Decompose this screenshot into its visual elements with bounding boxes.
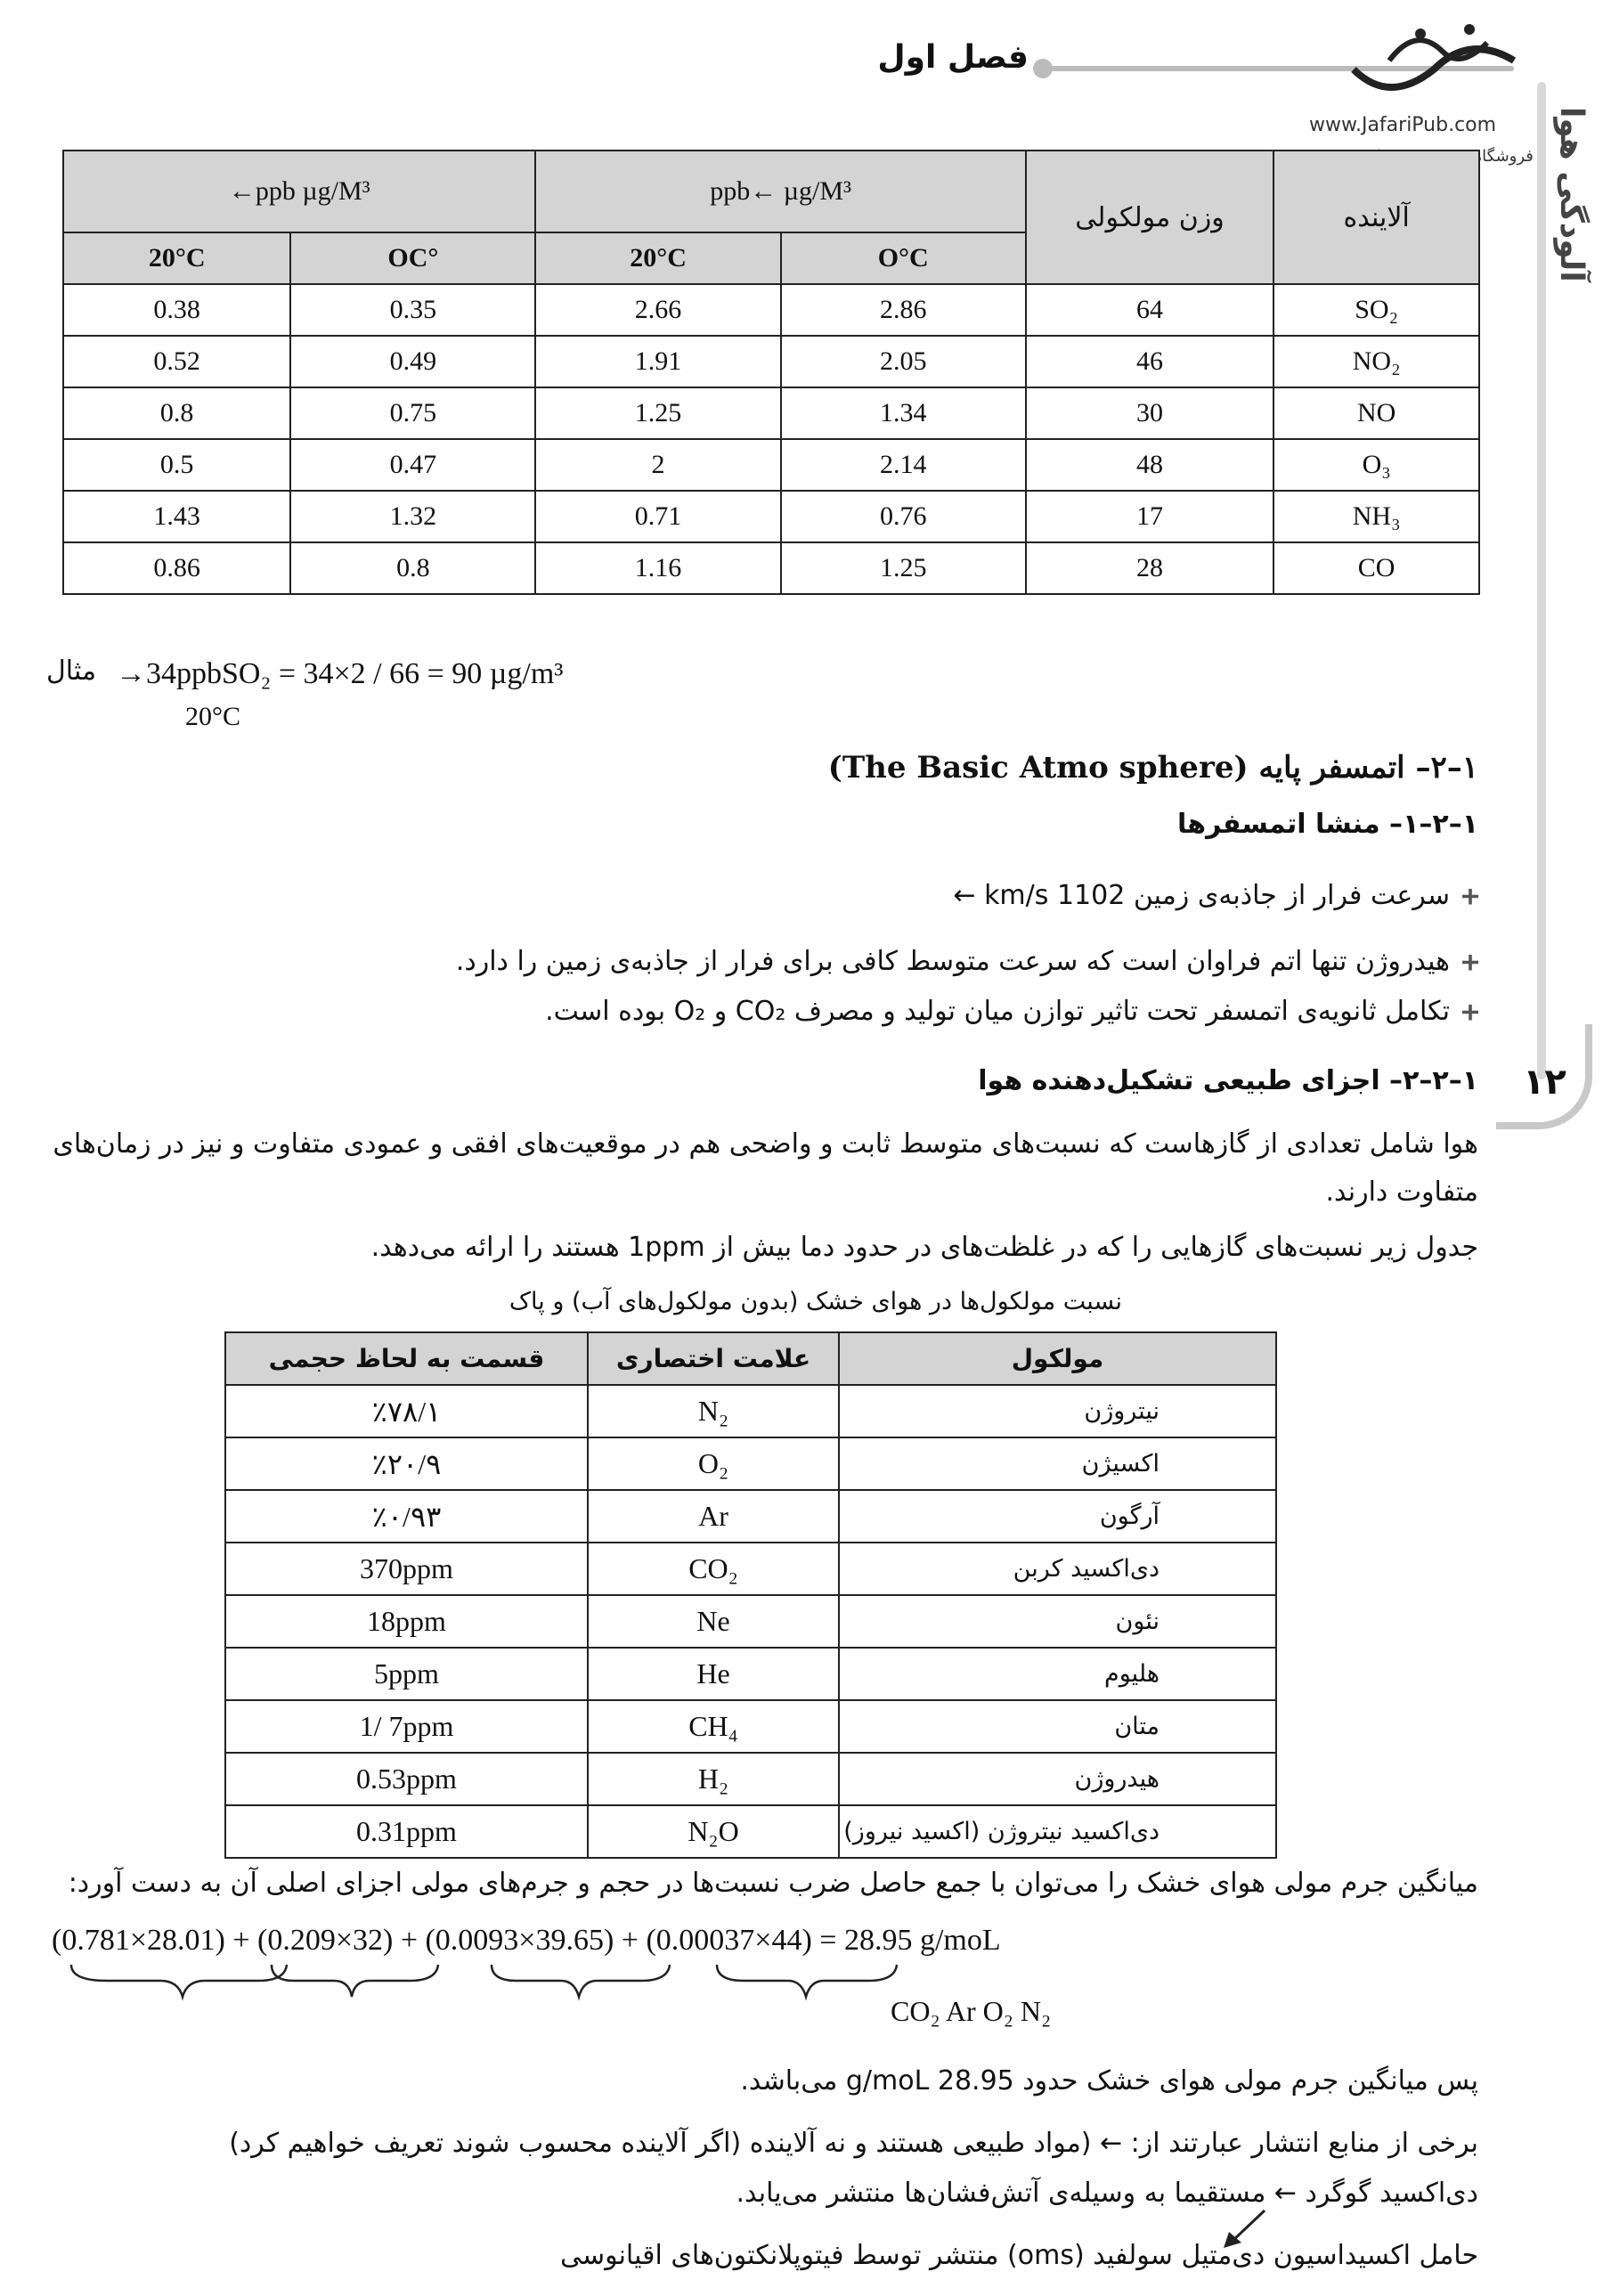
table1-row — [63, 542, 1479, 594]
table1-cell-mw: 64 — [1026, 284, 1274, 336]
table1-cell-c2: 1.32 — [290, 491, 535, 542]
table2-cell-vol: 5ppm — [225, 1648, 588, 1700]
table1-cell-pollutant: NH₃ — [1273, 491, 1479, 542]
table1-cell-c3: 1.16 — [535, 542, 780, 594]
table1-header-group-1: ←ppb µg/M³ — [63, 151, 535, 232]
table1-row — [63, 336, 1479, 387]
table1-row — [63, 491, 1479, 542]
bullet-text: تکامل ثانویه‌ی اتمسفر تحت تاثیر توازن میان تولید و مصرف CO₂ و O₂ بوده است. — [545, 996, 1450, 1027]
table2-row — [225, 1648, 1276, 1700]
table1-cell-c1: 0.8 — [63, 387, 290, 439]
logo-subtitle: فروشگاه تخصصی پزشکی جعفری نوین — [1272, 147, 1534, 166]
subsection-title-2: ۱–۲–۲– اجزای طبیعی تشکیل‌دهنده هوا — [978, 1065, 1478, 1096]
text-line: برخی از منابع انتشار عبارتند از: ← (مواد طبیعی هستند و نه آلاینده (اگر آلاینده محسوب شوند تعریف خواهیم کرد) — [229, 2128, 1478, 2159]
table1-header-pollutant: آلاینده — [1273, 151, 1479, 284]
table2-cell-vol: ٪۲۰/۹ — [225, 1437, 588, 1490]
table1-sub-header: 20°C — [535, 232, 780, 284]
table1-cell-mw: 28 — [1026, 542, 1274, 594]
table1-cell-c4: 2.86 — [781, 284, 1026, 336]
publisher-logo — [1336, 7, 1532, 114]
table2-cell-sym: He — [588, 1648, 839, 1700]
air-composition-table — [224, 1331, 1277, 1859]
table1-cell-mw: 17 — [1026, 491, 1274, 542]
table2-cell-vol: ٪۷۸/۱ — [225, 1385, 588, 1437]
equation-braces — [53, 1959, 908, 2004]
table2-cell-name: دی‌اکسید کربن — [839, 1543, 1276, 1595]
table2-cell-name: دی‌اکسید نیتروژن (اکسید نیروز) — [839, 1805, 1276, 1858]
table1-cell-pollutant: NO — [1273, 387, 1479, 439]
table1-cell-mw: 48 — [1026, 439, 1274, 491]
molar-mass-equation: (0.781×28.01) + (0.209×32) + (0.0093×39.65) + (0.00037×44) = 28.95 g/moL — [52, 1924, 1001, 1957]
table1-cell-pollutant: O₃ — [1273, 439, 1479, 491]
table2-cell-vol: 0.31ppm — [225, 1805, 588, 1858]
table2-cell-sym: H₂ — [588, 1753, 839, 1805]
example-label: مثال — [46, 655, 97, 687]
table2-cell-sym: Ne — [588, 1595, 839, 1648]
table1-header-group-2: ppb← µg/M³ — [535, 151, 1025, 232]
table2-row — [225, 1700, 1276, 1753]
table1-cell-c3: 2.66 — [535, 284, 780, 336]
header-dot — [1033, 59, 1053, 78]
page-number: ۱۲ — [1523, 1062, 1566, 1103]
table2-cell-sym: CO₂ — [588, 1543, 839, 1595]
table2-row — [225, 1805, 1276, 1858]
table1-cell-c4: 0.76 — [781, 491, 1026, 542]
table2-row — [225, 1753, 1276, 1805]
table2-row — [225, 1385, 1276, 1437]
bullet-item — [953, 880, 1478, 911]
table2-cell-vol: ٪۰/۹۳ — [225, 1490, 588, 1543]
table1-cell-c2: 0.47 — [290, 439, 535, 491]
section-title: ۱–۲– اتمسفر پایه (The Basic Atmo sphere) — [827, 750, 1478, 786]
table1-row — [63, 439, 1479, 491]
table1-sub-header: 20°C — [63, 232, 290, 284]
table2-cell-vol: 1/ 7ppm — [225, 1700, 588, 1753]
table1-cell-c1: 0.52 — [63, 336, 290, 387]
text-line: پس میانگین جرم مولی هوای خشک حدود 28.95 g/moL می‌باشد. — [740, 2065, 1478, 2097]
table2-cell-name: متان — [839, 1700, 1276, 1753]
table2-cell-sym: Ar — [588, 1490, 839, 1543]
chapter-title: فصل اول — [877, 39, 1029, 76]
side-title: آلودگی هوا — [1553, 107, 1590, 282]
table2-cell-sym: N₂ — [588, 1385, 839, 1437]
subsection-title-1: ۱–۲–۱– منشا اتمسفرها — [1177, 809, 1478, 840]
table1-row — [63, 387, 1479, 439]
bullet-item — [545, 996, 1478, 1027]
table1-cell-c1: 1.43 — [63, 491, 290, 542]
bullet-text: سرعت فرار از جاذبه‌ی زمین 1102 km/s ← — [953, 880, 1450, 911]
pollutant-conversion-table — [62, 150, 1480, 595]
table1-cell-pollutant: SO₂ — [1273, 284, 1479, 336]
bullet-icon — [1462, 1005, 1478, 1021]
table2-cell-name: نئون — [839, 1595, 1276, 1648]
table1-sub-header: OC° — [290, 232, 535, 284]
example-formula: →34ppbSO₂ = 34×2 / 66 = 90 µg/m³ — [116, 657, 564, 690]
text-line: میانگین جرم مولی هوای خشک را می‌توان با جمع حاصل ضرب نسبت‌ها در حجم و جرم‌های مولی اجزای اصلی آن به دست آورد: — [68, 1868, 1478, 1899]
paragraph-2: جدول زیر نسبت‌های گازهایی را که در غلظت‌های در حدود دما بیش از 1ppm هستند را ارائه می‌دهد. — [370, 1232, 1478, 1263]
table1-cell-c3: 1.25 — [535, 387, 780, 439]
table1-cell-mw: 30 — [1026, 387, 1274, 439]
table2-cell-name: هیدروژن — [839, 1753, 1276, 1805]
table2-row — [225, 1490, 1276, 1543]
table2-cell-name: نیتروژن — [839, 1385, 1276, 1437]
table1-cell-mw: 46 — [1026, 336, 1274, 387]
example-condition: 20°C — [185, 702, 241, 731]
table2-header-symbol: علامت اختصاری — [588, 1332, 839, 1385]
paragraph-1: هوا شامل تعدادی از گازهاست که نسبت‌های متوسط ثابت و واضحی هم در موقعیت‌های افقی و عمودی متفاوت و نیز در زمان‌های متفاوت دارند. — [53, 1128, 1478, 1208]
table1-cell-c2: 0.75 — [290, 387, 535, 439]
table1-cell-c1: 0.5 — [63, 439, 290, 491]
table2-row — [225, 1595, 1276, 1648]
table1-cell-c4: 2.05 — [781, 336, 1026, 387]
bullet-text: هیدروژن تنها اتم فراوان است که سرعت متوسط کافی برای فرار از جاذبه‌ی زمین را دارد. — [455, 946, 1450, 977]
table2-row — [225, 1543, 1276, 1595]
table1-cell-pollutant: CO — [1273, 542, 1479, 594]
table2-cell-sym: O₂ — [588, 1437, 839, 1490]
table2-header-molecule: مولکول — [839, 1332, 1276, 1385]
table1-cell-c2: 0.49 — [290, 336, 535, 387]
table1-cell-c4: 1.25 — [781, 542, 1026, 594]
table1-cell-c3: 1.91 — [535, 336, 780, 387]
table2-cell-sym: CH₄ — [588, 1700, 839, 1753]
bullet-icon — [1462, 955, 1478, 971]
table1-sub-header: O°C — [781, 232, 1026, 284]
table2-cell-vol: 370ppm — [225, 1543, 588, 1595]
table2-cell-name: اکسیژن — [839, 1437, 1276, 1490]
table2-caption: نسبت مولکول‌ها در هوای خشک (بدون مولکول‌های آب) و پاک — [509, 1288, 1122, 1315]
side-bar — [1537, 82, 1546, 1079]
table1-cell-c2: 0.8 — [290, 542, 535, 594]
table1-cell-pollutant: NO₂ — [1273, 336, 1479, 387]
table1-cell-c4: 2.14 — [781, 439, 1026, 491]
bullet-icon — [1462, 889, 1478, 905]
text-line: حامل اکسیداسیون دی‌متیل سولفید (oms) منتشر توسط فیتوپلانکتون‌های اقیانوسی — [559, 2240, 1478, 2271]
text-line: دی‌اکسید گوگرد ← مستقیما به وسیله‌ی آتش‌فشان‌ها منتشر می‌یابد. — [736, 2178, 1478, 2209]
table1-cell-c4: 1.34 — [781, 387, 1026, 439]
bullet-item — [456, 946, 1478, 977]
equation-component-labels: CO₂ Ar O₂ N₂ — [891, 1995, 1052, 2027]
table2-cell-vol: 0.53ppm — [225, 1753, 588, 1805]
table2-cell-name: هلیوم — [839, 1648, 1276, 1700]
table1-cell-c1: 0.38 — [63, 284, 290, 336]
table1-row — [63, 284, 1479, 336]
table1-cell-c1: 0.86 — [63, 542, 290, 594]
table2-row — [225, 1437, 1276, 1490]
logo-url: www.JafariPub.com — [1309, 114, 1497, 136]
table2-cell-name: آرگون — [839, 1490, 1276, 1543]
table1-cell-c3: 0.71 — [535, 491, 780, 542]
table2-header-volume: قسمت به لحاظ حجمی — [225, 1332, 588, 1385]
table1-cell-c2: 0.35 — [290, 284, 535, 336]
table2-cell-sym: N₂O — [588, 1805, 839, 1858]
table1-cell-c3: 2 — [535, 439, 780, 491]
table1-header-mw: وزن مولکولی — [1026, 151, 1274, 284]
table2-cell-vol: 18ppm — [225, 1595, 588, 1648]
